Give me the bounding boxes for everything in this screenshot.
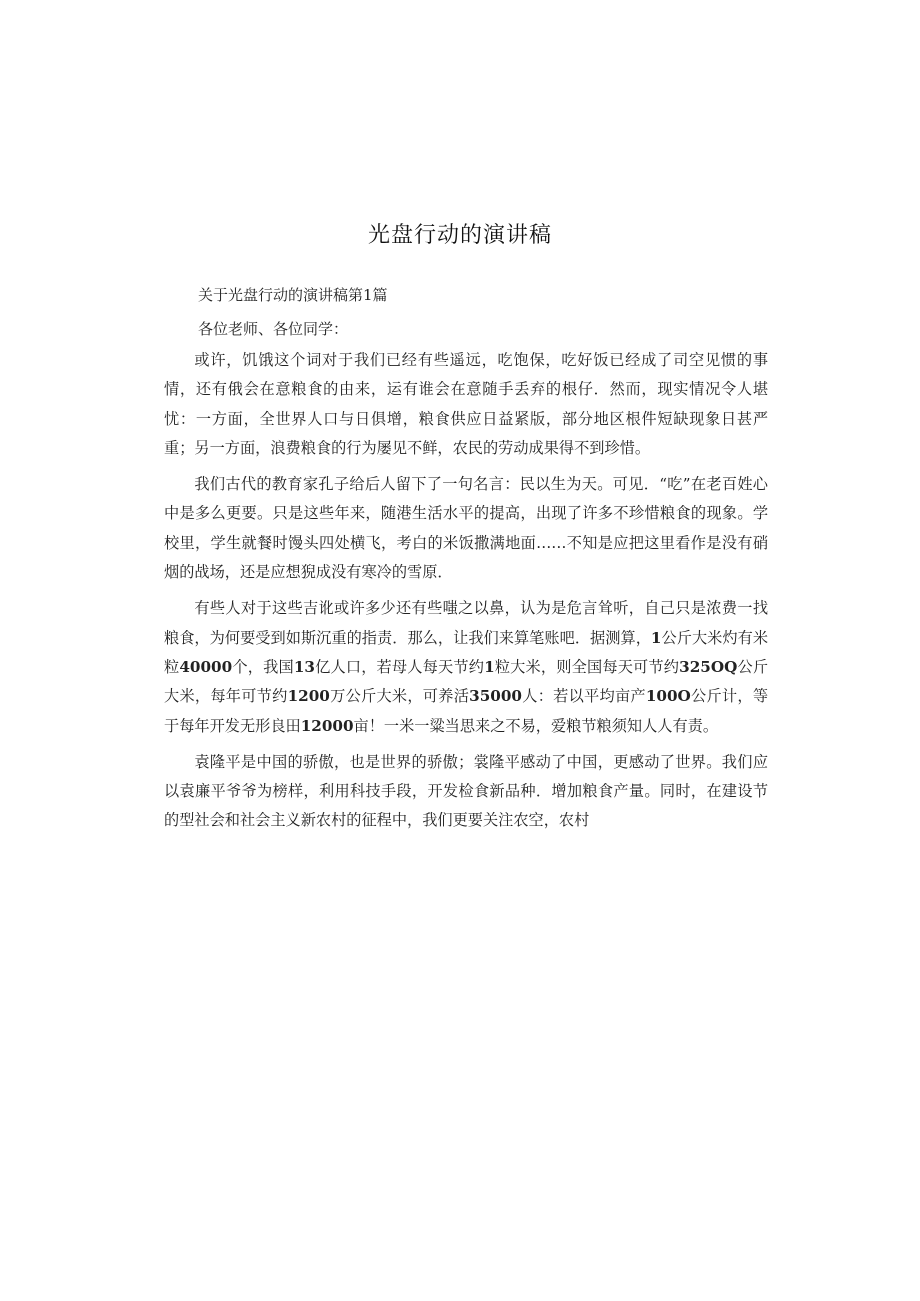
number-value: 100O: [645, 687, 691, 706]
paragraph-text: 我们古代的教育家孔子给后人留下了一句名言：民以生为天。可见．“吃”在老百姓心中是多么更要。只是这些年来，随港生活水平的提高，出现了许多不珍惜粮食的现象。学校里，学生就餐时馒头四处横飞，考白的米饭撒满地面……不知是应把这里看作是没有硝烟的战场，还是应想猊成没有寒冷的雪原．: [164, 475, 768, 582]
paragraph-text: 公斤计，等于每年开发无形良田: [164, 687, 769, 735]
paragraph-text: 亩！一米一粱当思来之不易，爱粮节粮须知人人有责。: [353, 716, 719, 735]
paragraph-2: [164, 470, 768, 587]
speech-subtitle: 关于光盘行动的演讲稿第1篇: [198, 286, 388, 304]
number-value: 1: [650, 628, 662, 647]
paragraph-text: 公斤大米灼有米粒: [164, 628, 769, 676]
paragraph-text: 袁隆平是中国的骄傲，也是世界的骄傲；裳隆平感动了中国，更感动了世界。我们应以袁廉平爷爷为榜样，利用科技手段，开发检食新品种．增加粮食产量。同时，在建设节的型社会和社会主义新农村的征程中，我们更要关注农空，农村: [164, 752, 768, 830]
paragraph-text: 公斤大米，每年可节约: [164, 657, 769, 706]
number-value: 325OQ: [679, 657, 738, 676]
paragraph-text: 人：若以平均亩产: [522, 687, 646, 706]
number-value: 1200: [287, 687, 330, 706]
paragraph-text: 或许，饥饿这个词对于我们已经有些遥远，吃饱保，吃好饭已经成了司空见惯的事情，还有俄会在意粮食的由来，运有谁会在意随手丢弃的根仔．然而，现实情况令人堪忧：一方面，全世界人口与日俱增，粮食供应日益紧版，部分地区根件短缺现象日甚严重；另一方面，浪费粮食的行为屡见不鲜，农民的劳动成果得不到珍惜。: [164, 351, 768, 457]
greeting-line: 各位老师、各位同学：: [198, 320, 349, 338]
speech-body: [164, 346, 768, 843]
paragraph-3: [164, 594, 768, 740]
paragraph-text: 粒大米，则全国每天可节约: [494, 657, 680, 676]
paragraph-text: 亿人口，若母人每天节约: [314, 657, 485, 676]
number-value: 12000: [300, 716, 354, 735]
paragraph-1: [164, 346, 768, 463]
paragraph-4: [164, 748, 768, 836]
number-value: 1: [484, 657, 495, 676]
number-value: 13: [293, 657, 315, 676]
number-value: 40000: [179, 657, 233, 676]
document-title: 光盘行动的演讲稿: [367, 223, 552, 248]
paragraph-text: 有些人对于这些吉讹或许多少还有些嗤之以鼻，认为是危言耸听，自己只是浓费一找粮食，为何要受到如斯沉重的指责．那么，让我们来算笔账吧．据测算，: [164, 599, 768, 647]
paragraph-text: 个，我国: [232, 657, 294, 676]
number-value: 35000: [469, 687, 522, 706]
paragraph-text: 万公斤大米，可养活: [329, 687, 470, 706]
